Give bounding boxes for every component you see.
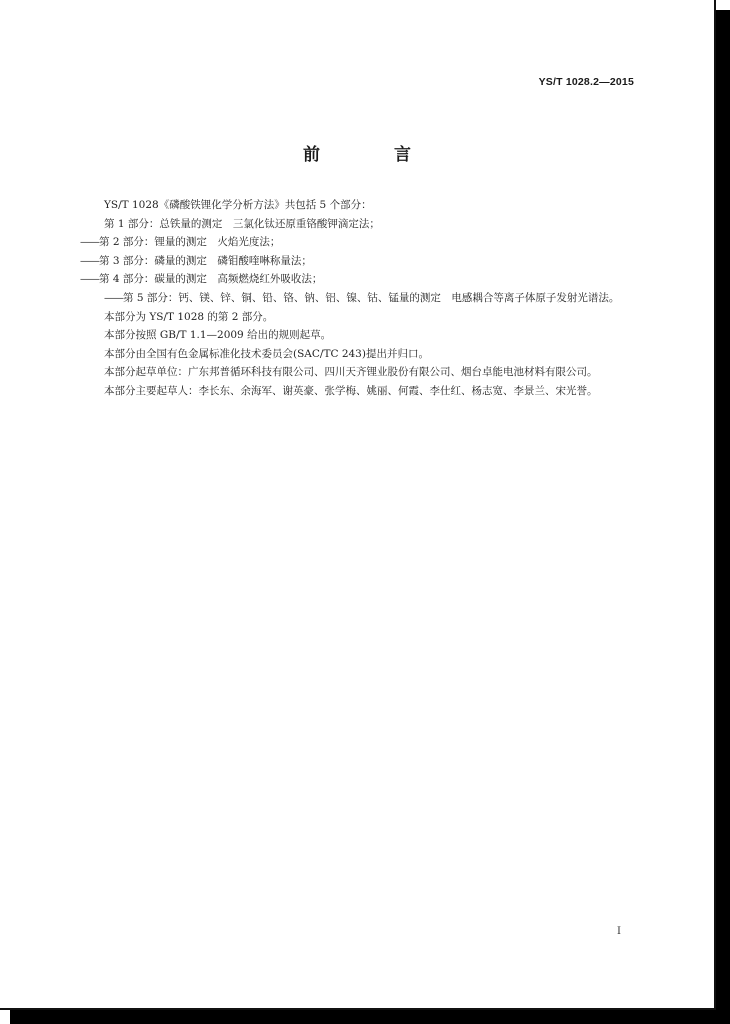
part-item-4 [80, 270, 636, 289]
paragraph-proposer: 本部分由全国有色金属标准化技术委员会(SAC/TC 243)提出并归口。 [104, 347, 429, 360]
paragraph-drafters: 本部分主要起草人：李长东、余海军、谢英豪、张学梅、姚丽、何霞、李仕红、杨志宽、李景兰、宋光誉。 [104, 384, 598, 397]
part-text: 第 4 部分：碳量的测定 高频燃烧红外吸收法； [99, 273, 323, 286]
paragraph-drafting-units: 本部分起草单位：广东邦普循环科技有限公司、四川天齐锂业股份有限公司、烟台卓能电池材料有限公司。 [104, 366, 598, 379]
page-number: I [617, 926, 621, 937]
part-item-1 [80, 215, 636, 234]
part-item-3 [80, 252, 636, 271]
part-text: 第 5 部分：钙、镁、锌、铜、铅、铬、钠、铝、镍、钴、锰量的测定 电感耦合等离子体原子发射光谱法。 [123, 291, 620, 304]
page-title: 前 言 [303, 145, 445, 165]
standard-code: YS/T 1028.2—2015 [538, 76, 634, 88]
paragraph-drafting-rules: 本部分按照 GB/T 1.1—2009 给出的规则起草。 [104, 329, 332, 342]
part-text: 第 2 部分：锂量的测定 火焰光度法； [99, 236, 281, 249]
part-item-5 [80, 289, 636, 308]
foreword-body [80, 196, 636, 401]
page-shadow-bottom [10, 1010, 730, 1024]
part-dash: —— [80, 254, 99, 267]
intro-paragraph: YS/T 1028《磷酸铁锂化学分析方法》共包括 5 个部分： [104, 199, 372, 211]
part-text: 第 3 部分：磷量的测定 磷钼酸喹啉称量法； [99, 254, 312, 267]
paragraph-part-scope: 本部分为 YS/T 1028 的第 2 部分。 [104, 310, 274, 323]
part-item-2 [80, 233, 636, 252]
part-text: 第 1 部分：总铁量的测定 三氯化钛还原重铬酸钾滴定法； [104, 217, 380, 230]
page-shadow-right [716, 10, 730, 1024]
part-dash: —— [80, 236, 99, 249]
part-dash: —— [80, 273, 99, 286]
part-dash: —— [104, 291, 123, 304]
